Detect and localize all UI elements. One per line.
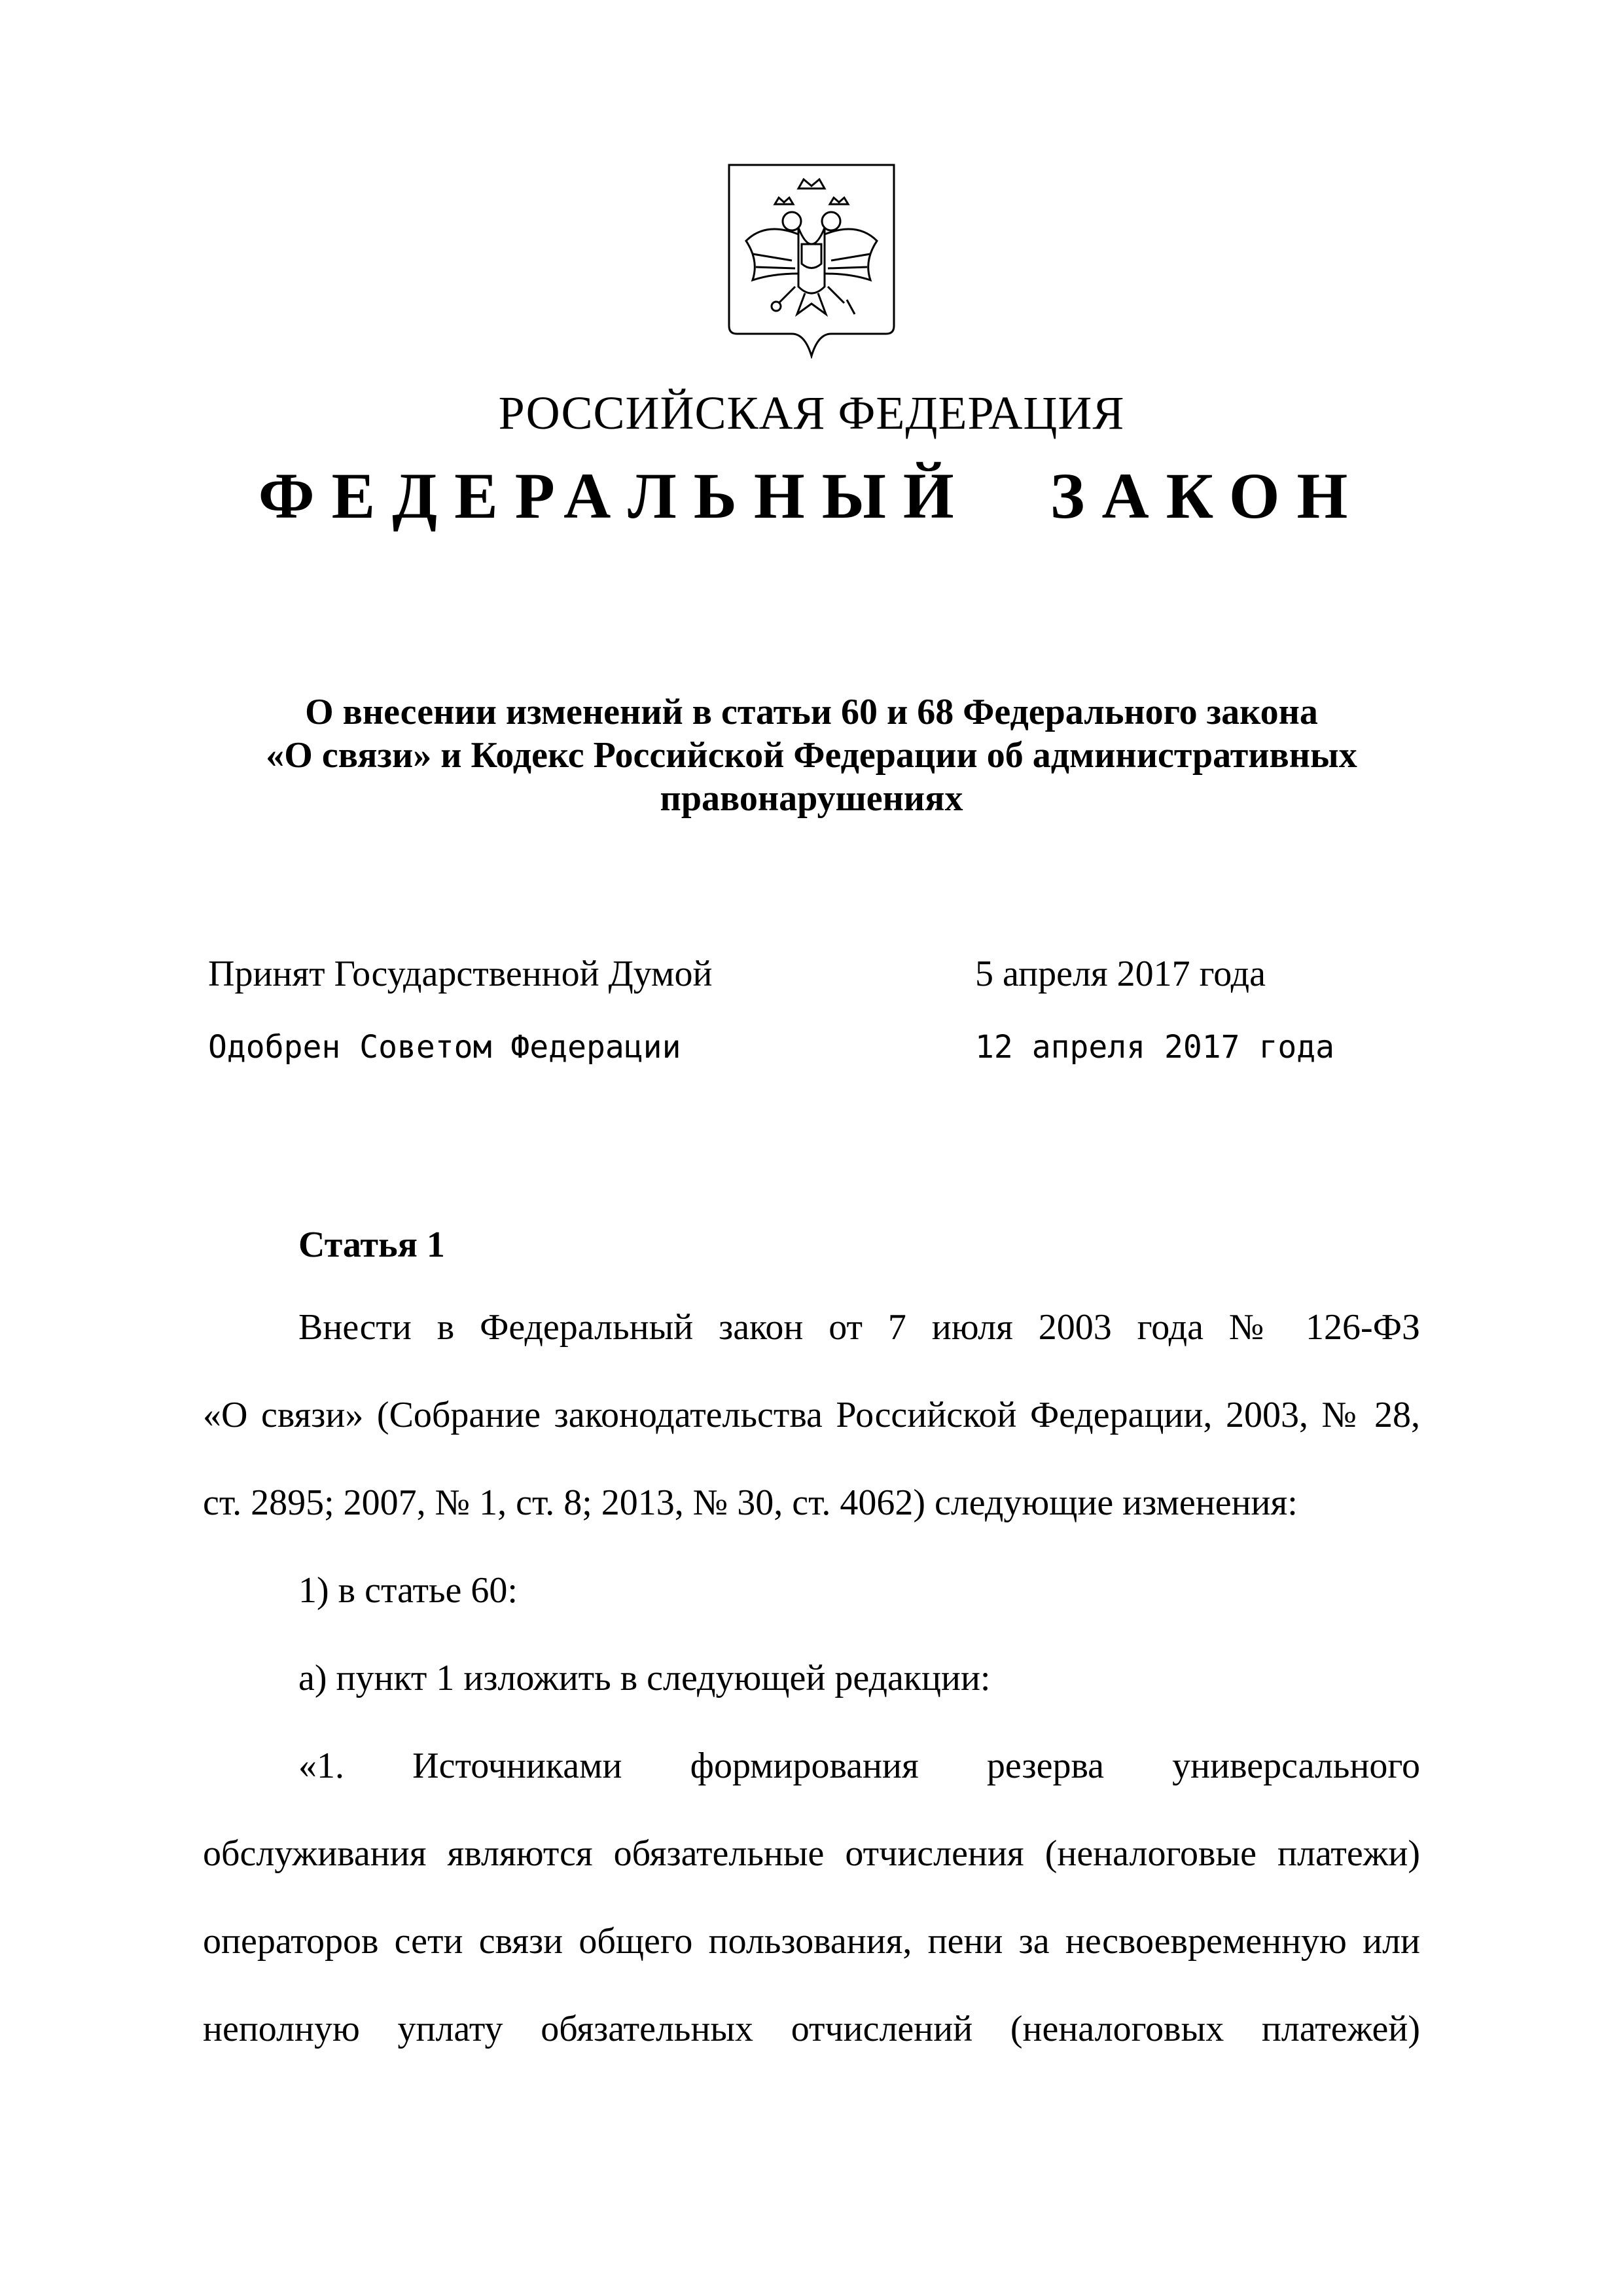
council-approval-date: 12 апреля 2017 года [975, 1029, 1335, 1066]
law-title-line: правонарушениях [660, 778, 963, 819]
coat-of-arms-emblem [726, 162, 897, 359]
document-type: ФЕДЕРАЛЬНЫЙ ЗАКОН [258, 459, 1365, 532]
article-text-line: а) пункт 1 изложить в следующей редакции: [298, 1658, 991, 1698]
law-title-line: «О связи» и Кодекс Российской Федерации об административных [266, 735, 1357, 776]
country-name: РОССИЙСКАЯ ФЕДЕРАЦИЯ [498, 387, 1125, 439]
law-title [196, 691, 1427, 820]
article-text-line: ст. 2895; 2007, № 1, ст. 8; 2013, № 30, ст. 4062) следующие изменения: [203, 1482, 1298, 1523]
article-text-line: 1) в статье 60: [298, 1570, 518, 1611]
article-text-line: операторов сети связи общего пользования, пени за несвоевременную или [203, 1921, 1420, 1962]
article-text-line: «1. Источниками формирования резерва универсального [298, 1746, 1420, 1786]
law-title-line: О внесении изменений в статьи 60 и 68 Федерального закона [305, 692, 1318, 732]
duma-adoption-date: 5 апреля 2017 года [975, 954, 1266, 994]
article-text-line: «О связи» (Собрание законодательства Российской Федерации, 2003, № 28, [203, 1395, 1420, 1435]
article-text-line: Внести в Федеральный закон от 7 июля 2003 года № 126-ФЗ [298, 1307, 1420, 1348]
council-approval-label: Одобрен Советом Федерации [208, 1029, 681, 1066]
duma-adoption-label: Принят Государственной Думой [208, 954, 713, 994]
article-text-line: неполную уплату обязательных отчислений (неналоговых платежей) [203, 2009, 1420, 2049]
article-heading: Статья 1 [298, 1225, 445, 1265]
article-text-line: обслуживания являются обязательные отчисления (неналоговые платежи) [203, 1833, 1420, 1874]
